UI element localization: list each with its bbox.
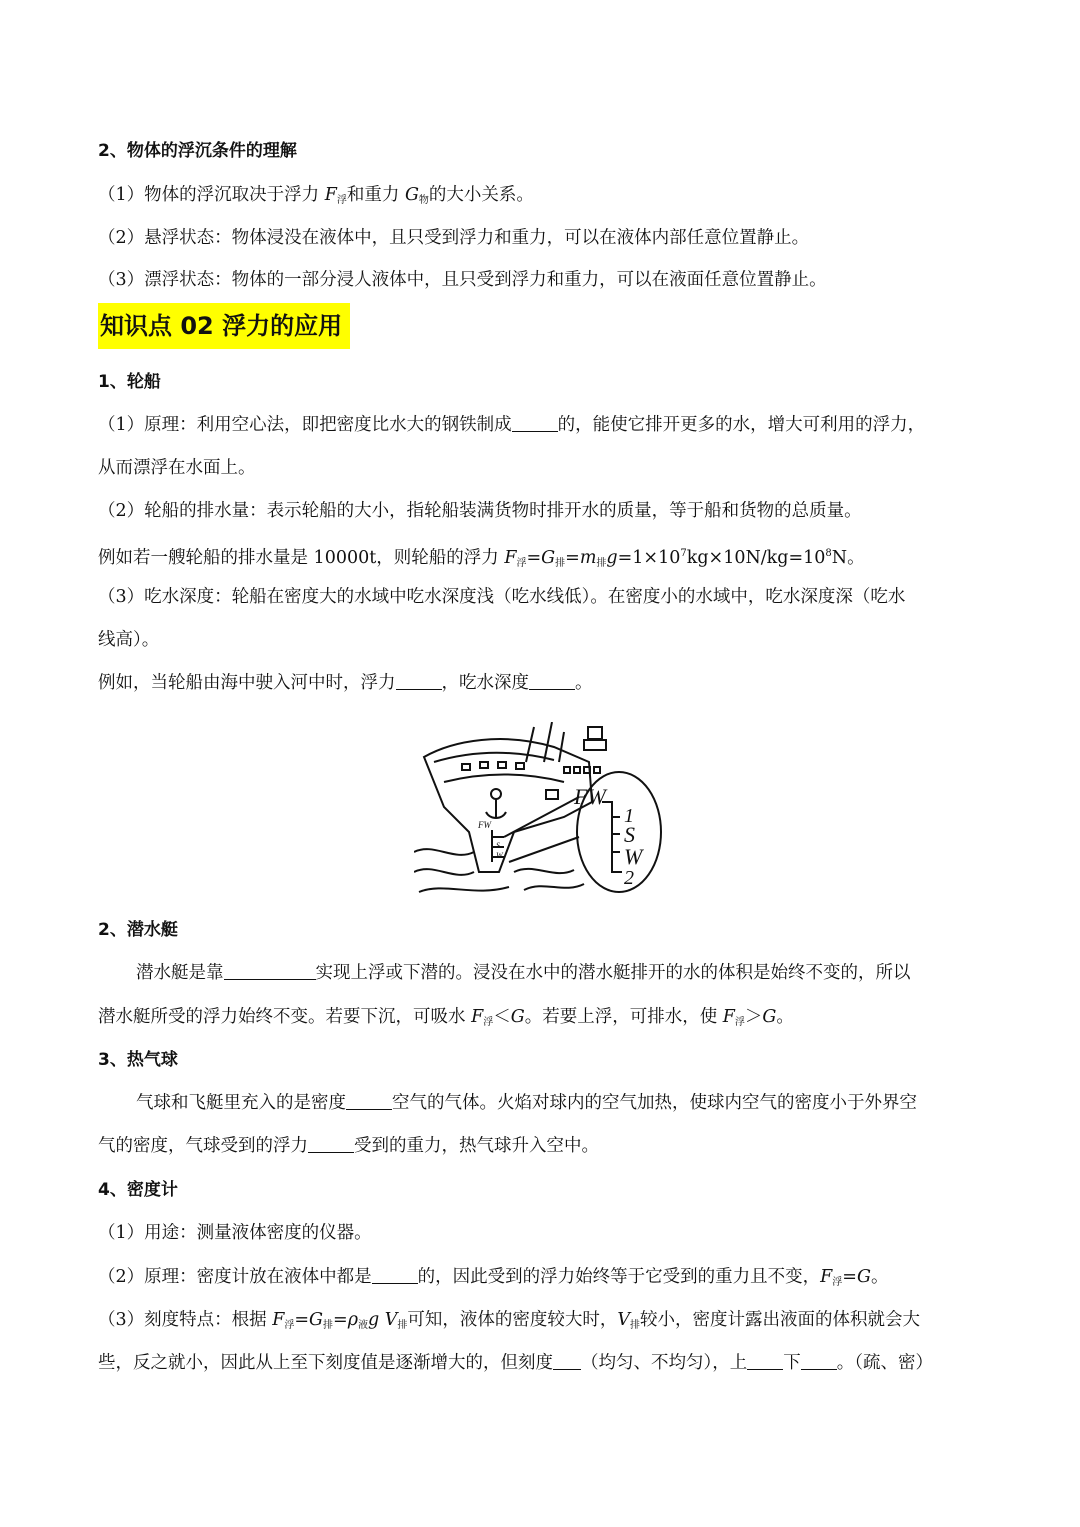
knowledge-point-banner: 知识点 02 浮力的应用 (98, 303, 350, 349)
paragraph-ship-3-cont: 线高）。 (98, 630, 160, 650)
label-fw: FW (574, 784, 606, 809)
paragraph-hydrometer-1: （1）用途：测量液体密度的仪器。 (98, 1223, 372, 1243)
paragraph-float-3: （3）漂浮状态：物体的一部分浸人液体中，且只受到浮力和重力，可以在液面任意位置静止。 (98, 270, 827, 290)
paragraph-ship-2: （2）轮船的排水量：表示轮船的大小，指轮船装满货物时排开水的质量，等于船和货物的总质量。 (98, 501, 862, 521)
fill-blank[interactable] (224, 961, 316, 980)
label-2: 2 (624, 867, 634, 889)
paragraph-balloon-2: 气的密度，气球受到的浮力 受到的重力，热气球升入空中。 (98, 1136, 599, 1156)
paragraph-submarine-1: 潜水艇是靠 实现上浮或下潜的。浸没在水中的潜水艇排开的水的体积是始终不变的，所以 (136, 963, 911, 983)
label-small-s: S (496, 841, 500, 850)
fill-blank[interactable] (801, 1351, 837, 1370)
paragraph-float-2: （2）悬浮状态：物体浸没在液体中，且只受到浮力和重力，可以在液体内部任意位置静止。 (98, 228, 810, 248)
paragraph-ship-3: （3）吃水深度：轮船在密度大的水域中吃水深度浅（吃水线低）。在密度小的水域中，吃水深度深（吃水 (98, 587, 906, 607)
ship-load-line-illustration (414, 722, 664, 897)
section-heading-balloon: 3、热气球 (98, 1050, 178, 1070)
fill-blank[interactable] (529, 671, 575, 690)
fill-blank[interactable] (553, 1351, 581, 1370)
fill-blank[interactable] (747, 1351, 783, 1370)
label-small-w: W (496, 851, 503, 860)
fill-blank[interactable] (372, 1265, 418, 1284)
fill-blank[interactable] (512, 413, 558, 432)
paragraph-hydrometer-4: 些，反之就小，因此从上至下刻度值是逐渐增大的，但刻度 （均匀、不均匀），上 下 。（疏、密） (98, 1353, 933, 1373)
label-w: W (624, 844, 643, 869)
paragraph-ship-1: （1）原理：利用空心法，即把密度比水大的钢铁制成 的，能使它排开更多的水，增大可利用的浮力， (98, 415, 926, 435)
label-small-fw: FW (478, 820, 491, 830)
paragraph-ship-example-2: 例如，当轮船由海中驶入河中时，浮力 ，吃水深度 。 (98, 673, 593, 693)
label-s: S (624, 822, 635, 847)
paragraph-hydrometer-3: （3）刻度特点：根据 $F_浮=G_排=\rho_液g$ $V_排$可知，液体的密度较大时，$V_排$较小，密度计露出液面的体积就会大 (98, 1310, 921, 1331)
section-heading-submarine: 2、潜水艇 (98, 920, 178, 940)
fill-blank[interactable] (396, 671, 442, 690)
section-heading-ship: 1、轮船 (98, 372, 161, 392)
paragraph-float-1: （1）物体的浮沉取决于浮力 $F_浮$和重力 $G_物$的大小关系。 (98, 185, 534, 206)
paragraph-balloon-1: 气球和飞艇里充入的是密度 空气的气体。火焰对球内的空气加热，使球内空气的密度小于外界空 (136, 1093, 917, 1113)
label-1: 1 (624, 805, 634, 827)
paragraph-ship-example: 例如若一艘轮船的排水量是 10000t，则轮船的浮力 $F_浮=G_排=m_排g=1\times 10^7kg\times 10N/kg=10^8N$。 (98, 548, 865, 569)
paragraph-submarine-2: 潜水艇所受的浮力始终不变。若要下沉，可吸水 $F_浮<G$。若要上浮，可排水，使 $F_浮>G$。 (98, 1007, 794, 1028)
section-heading-hydrometer: 4、密度计 (98, 1180, 178, 1200)
fill-blank[interactable] (308, 1134, 354, 1153)
paragraph-ship-1-cont: 从而漂浮在水面上。 (98, 458, 256, 478)
section-heading-float-condition: 2、物体的浮沉条件的理解 (98, 141, 297, 161)
fill-blank[interactable] (346, 1091, 392, 1110)
paragraph-hydrometer-2: （2）原理：密度计放在液体中都是 的，因此受到的浮力始终等于它受到的重力且不变，$F_浮=G$。 (98, 1267, 889, 1288)
